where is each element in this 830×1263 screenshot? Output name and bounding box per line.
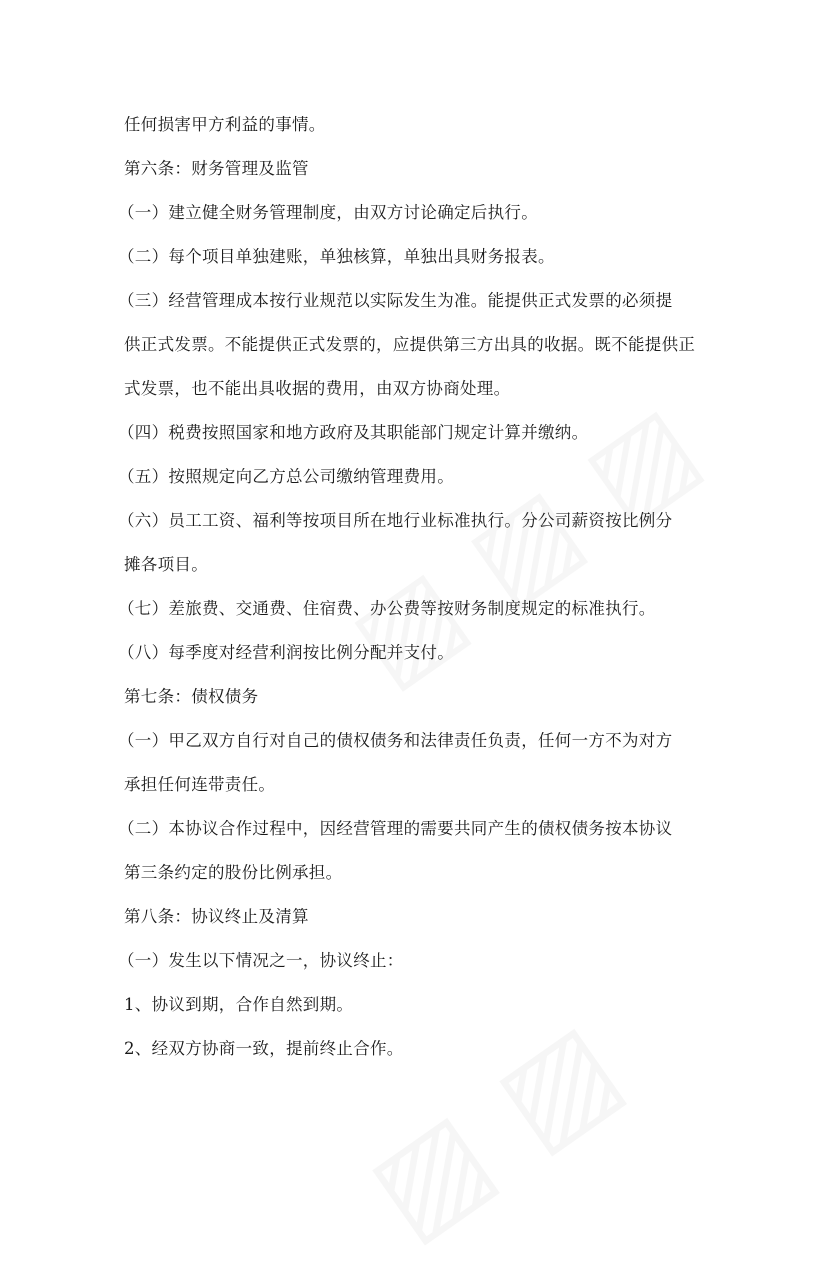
paragraph-line: （二）每个项目单独建账，单独核算，单独出具财务报表。: [118, 247, 555, 266]
paragraph-line: （七）差旅费、交通费、住宿费、办公费等按财务制度规定的标准执行。: [118, 599, 656, 618]
paragraph-line: （五）按照规定向乙方总公司缴纳管理费用。: [118, 467, 454, 486]
paragraph-line: （一）甲乙双方自行对自己的债权债务和法律责任负责，任何一方不为对方: [118, 731, 673, 750]
paragraph-line: （四）税费按照国家和地方政府及其职能部门规定计算并缴纳。: [118, 423, 589, 442]
section-heading: 第八条：协议终止及清算: [124, 907, 309, 926]
paragraph-line: 承担任何连带责任。: [124, 775, 276, 794]
watermark: [344, 996, 644, 1263]
paragraph-line: （六）员工工资、福利等按项目所在地行业标准执行。分公司薪资按比例分: [118, 511, 673, 530]
paragraph-line: （一）建立健全财务管理制度，由双方讨论确定后执行。: [118, 203, 538, 222]
paragraph-line: （三）经营管理成本按行业规范以实际发生为准。能提供正式发票的必须提: [118, 291, 673, 310]
list-item: 1、协议到期，合作自然到期。: [124, 995, 354, 1014]
paragraph-line: 任何损害甲方利益的事情。: [124, 115, 326, 134]
paragraph-line: 摊各项目。: [124, 555, 208, 574]
paragraph-line: （一）发生以下情况之一，协议终止：: [118, 951, 404, 970]
paragraph-line: （八）每季度对经营利润按比例分配并支付。: [118, 643, 454, 662]
list-item: 2、经双方协商一致，提前终止合作。: [124, 1039, 404, 1058]
section-heading: 第六条：财务管理及监管: [124, 159, 309, 178]
paragraph-line: 式发票，也不能出具收据的费用，由双方协商处理。: [124, 379, 511, 398]
paragraph-line: （二）本协议合作过程中，因经营管理的需要共同产生的债权债务按本协议: [118, 819, 673, 838]
section-heading: 第七条：债权债务: [124, 687, 259, 706]
paragraph-line: 第三条约定的股份比例承担。: [124, 863, 343, 882]
paragraph-line: 供正式发票。不能提供正式发票的，应提供第三方出具的收据。既不能提供正: [124, 335, 696, 354]
